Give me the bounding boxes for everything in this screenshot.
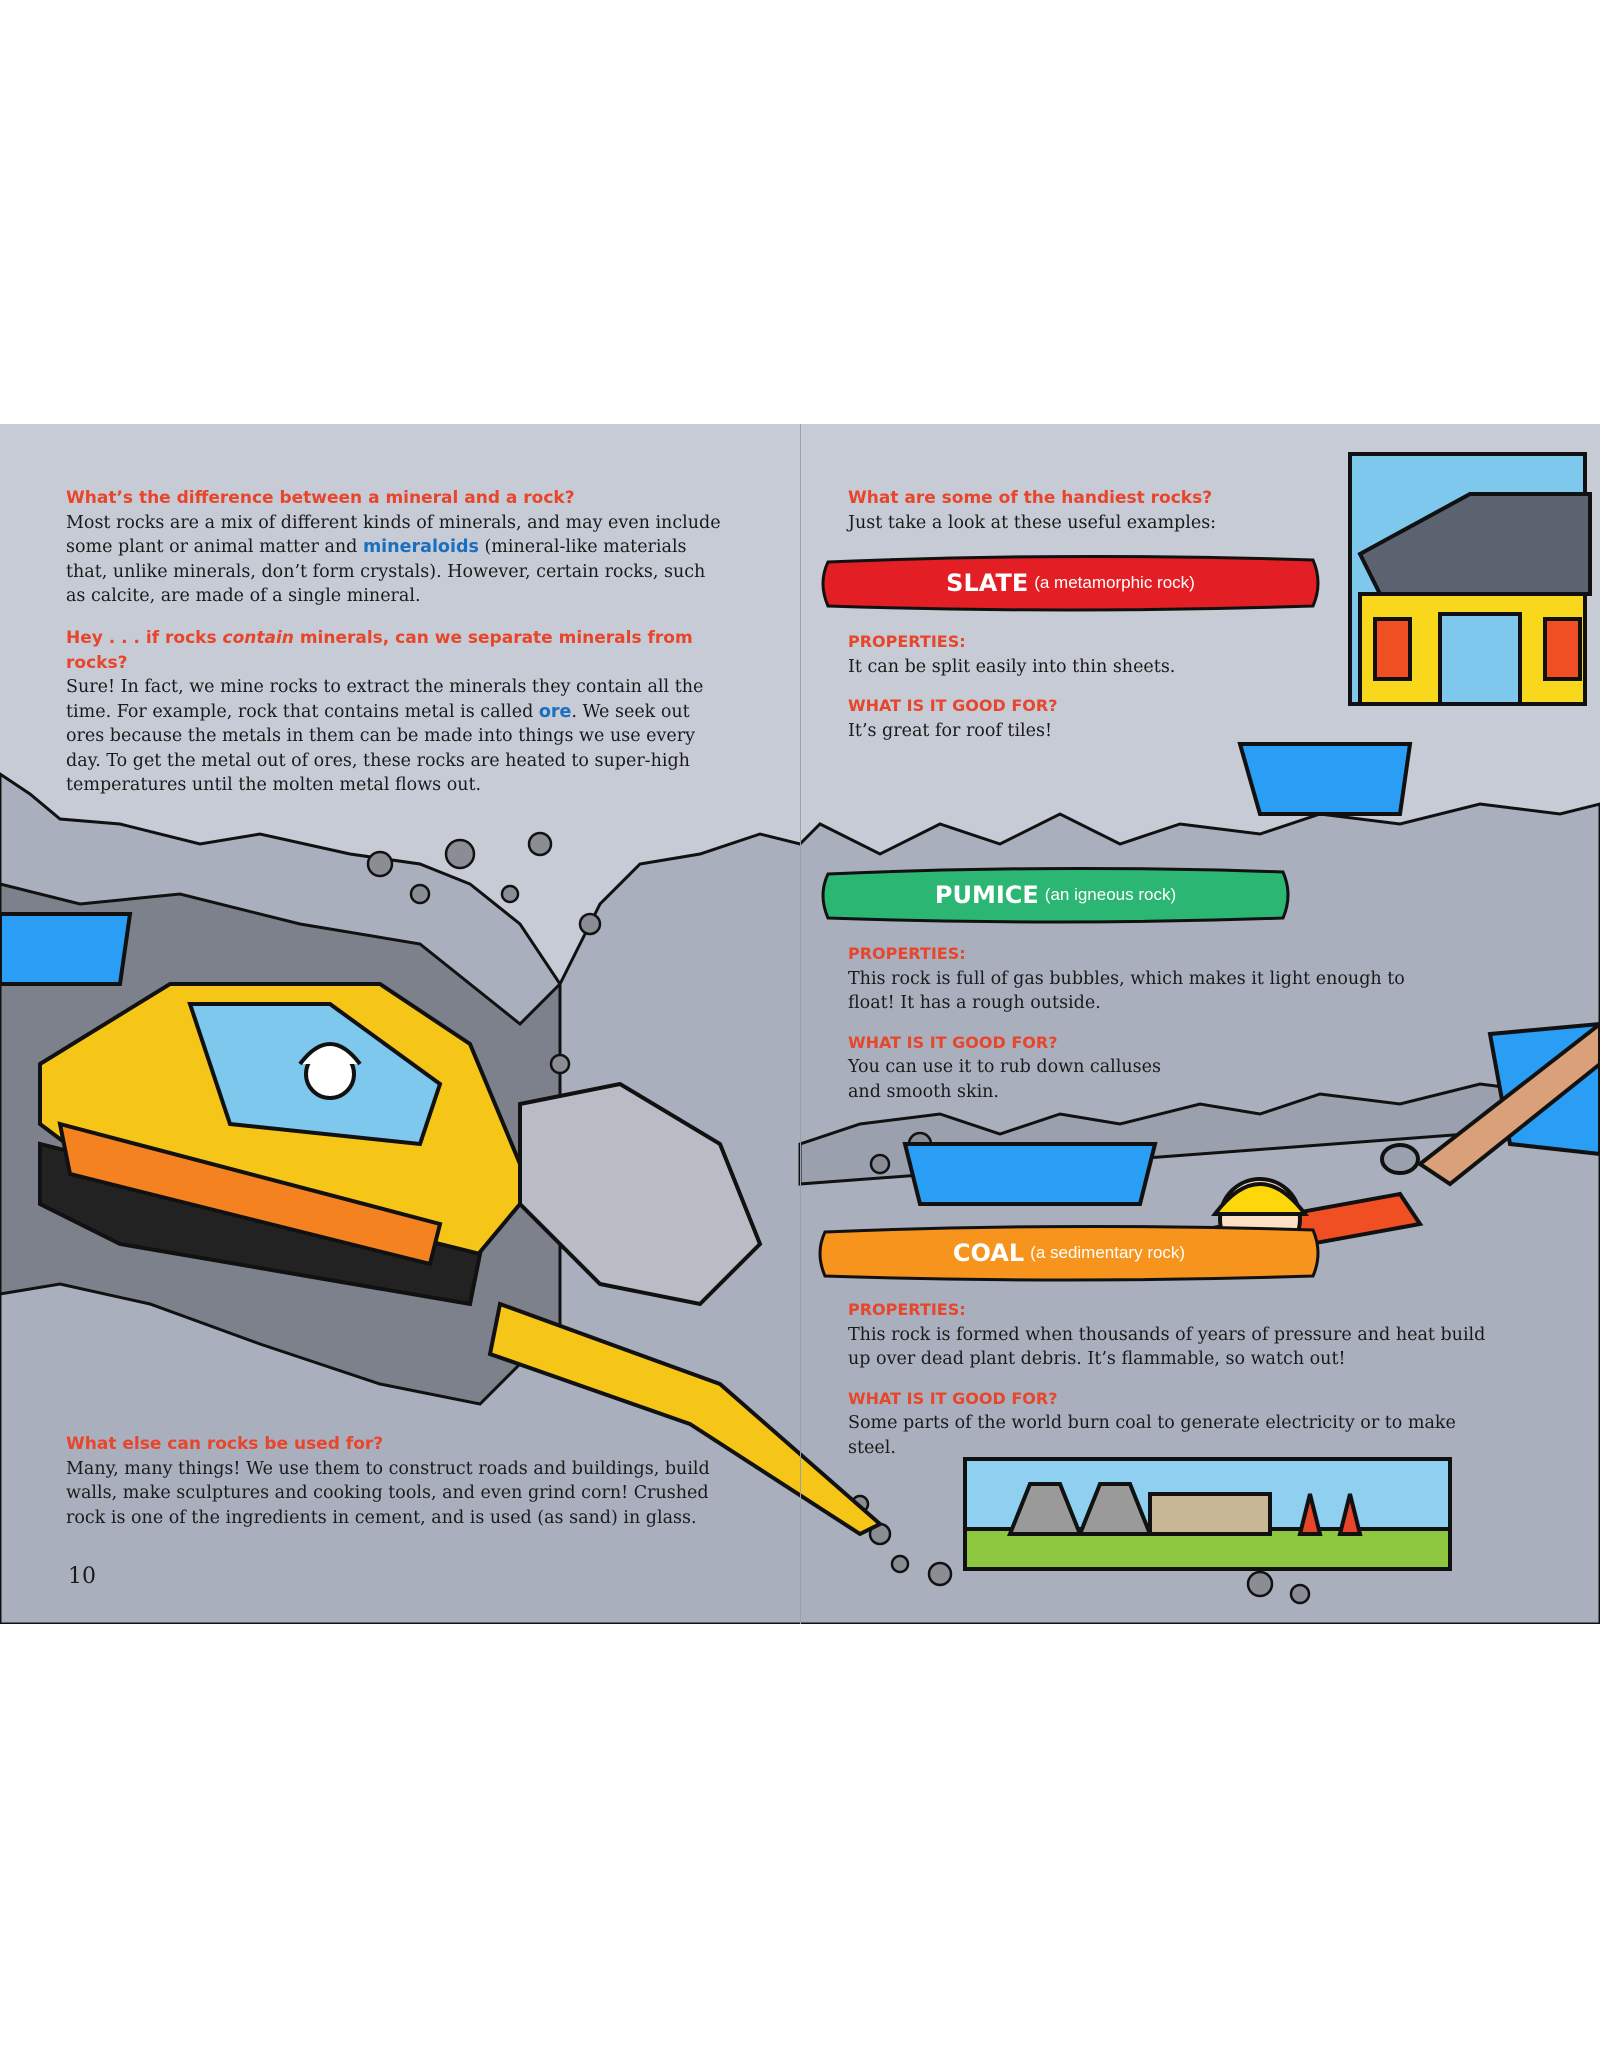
good-for-text: It’s great for roof tiles!: [848, 720, 1053, 741]
rock-name: PUMICE: [934, 881, 1039, 909]
book-spread: [0, 424, 1600, 1624]
page-gutter: [800, 424, 801, 1624]
answer-text: Most rocks are a mix of different kinds of minerals, and may even include some plant or animal matter and: [66, 512, 721, 557]
answer-text: Sure! In fact, we mine rocks to extract the minerals they contain all the time. For example, rock that contains metal is called: [66, 677, 704, 722]
properties-text: It can be split easily into thin sheets.: [848, 656, 1176, 677]
question-heading: [66, 626, 726, 675]
question-emphasis: contain: [222, 628, 294, 648]
answer-paragraph: [66, 675, 726, 798]
pumice-banner: [818, 866, 1293, 924]
coal-details: [848, 1298, 1488, 1460]
power-station-scene: [965, 1459, 1450, 1569]
slate-banner: [818, 554, 1323, 612]
answer-paragraph: [66, 511, 726, 609]
answer-text: . We seek out ores because the metals in them can be made into things we use every day. To get the metal out of ores, these rocks are heated to super-high temperatures until the molten metal flows out.: [66, 701, 695, 795]
good-for-label: WHAT IS IT GOOD FOR?: [848, 696, 1058, 715]
rock-name: SLATE: [946, 569, 1029, 597]
pumice-details: [848, 942, 1438, 1104]
properties-label: PROPERTIES:: [848, 1300, 966, 1319]
other-uses-section: [66, 1432, 726, 1530]
properties-text: This rock is formed when thousands of years of pressure and heat build up over dead plant debris. It’s flammable, so watch out!: [848, 1324, 1486, 1369]
handiest-rocks-intro: [848, 486, 1248, 535]
rock-name: COAL: [952, 1239, 1025, 1267]
question-heading: What are some of the handiest rocks?: [848, 488, 1213, 508]
good-for-text: Some parts of the world burn coal to generate electricity or to make steel.: [848, 1413, 1456, 1458]
properties-label: PROPERTIES:: [848, 944, 966, 963]
page-number: 10: [68, 1564, 96, 1589]
good-for-label: WHAT IS IT GOOD FOR?: [848, 1388, 1058, 1408]
question-text: minerals, can we separate minerals from rocks?: [66, 628, 693, 673]
properties-text: This rock is full of gas bubbles, which makes it light enough to float! It has a rough outside.: [848, 968, 1405, 1013]
keyword-ore: ore: [538, 701, 572, 722]
slate-details: [848, 630, 1268, 743]
intro-text: Just take a look at these useful examples:: [848, 512, 1217, 533]
good-for-text: You can use it to rub down calluses and smooth skin.: [848, 1057, 1161, 1102]
question-text: Hey . . . if rocks: [66, 628, 223, 648]
keyword-mineraloids: mineraloids: [362, 537, 479, 557]
properties-label: PROPERTIES:: [848, 632, 966, 651]
good-for-label: WHAT IS IT GOOD FOR?: [848, 1032, 1058, 1052]
slate-house: [1350, 454, 1590, 704]
answer-text: (mineral-like materials that, unlike minerals, don’t form crystals). However, certain rocks, such as calcite, are made of a single mineral.: [66, 537, 706, 606]
coal-banner: [815, 1224, 1323, 1282]
question-heading: What’s the difference between a mineral and a rock?: [66, 488, 575, 508]
rock-type: (a metamorphic rock): [1034, 573, 1195, 592]
question-heading: What else can rocks be used for?: [66, 1434, 384, 1454]
separate-minerals-section: [66, 626, 726, 798]
rock-type: (an igneous rock): [1044, 885, 1177, 904]
rock-type: (a sedimentary rock): [1030, 1243, 1186, 1262]
answer-paragraph: Many, many things! We use them to construct roads and buildings, build walls, make sculptures and cooking tools, and even grind corn! Crushed rock is one of the ingredients in cement, and is used (as sand) in glass.: [66, 1458, 710, 1528]
mineral-vs-rock-section: [66, 486, 726, 609]
